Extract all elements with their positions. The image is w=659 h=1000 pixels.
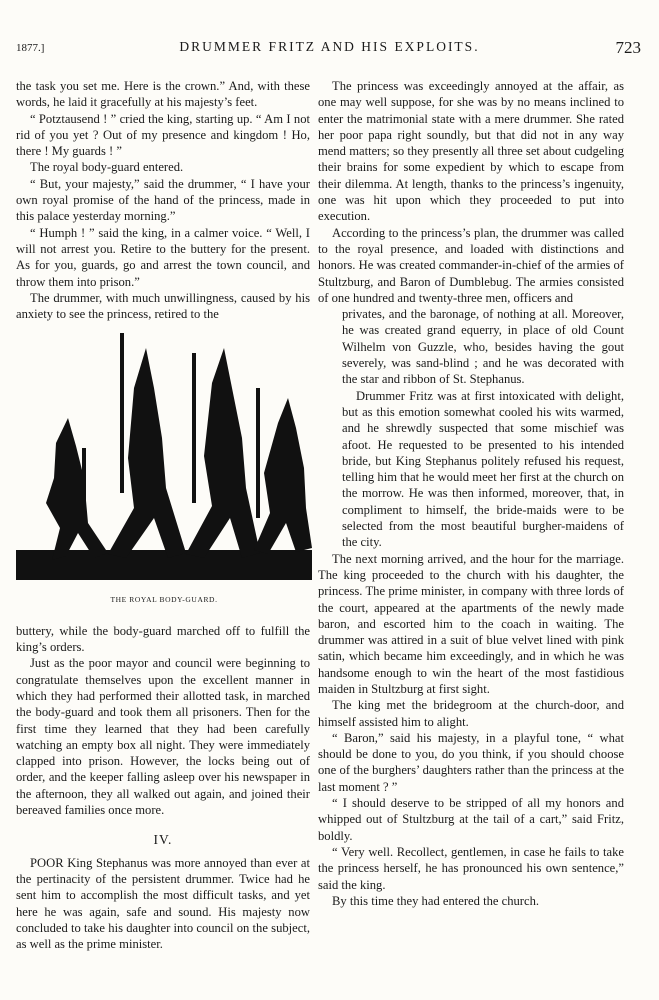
left-column: [16, 78, 310, 952]
figure-caption: THE ROYAL BODY-GUARD.: [110, 595, 218, 605]
paragraph: “ But, your majesty,” said the drummer, “ I have your own royal promise of the hand of the princess, made in this palace yesterday morning.”: [16, 176, 310, 224]
header-title: DRUMMER FRITZ AND HIS EXPLOITS.: [179, 39, 480, 54]
right-column: [318, 78, 624, 909]
musket-3: [192, 353, 196, 503]
paragraph: The drummer, with much unwillingness, caused by his anxiety to see the princess, retired to the: [16, 290, 310, 322]
guard-figure-2: [108, 348, 186, 558]
paragraph: “ Potztausend ! ” cried the king, starting up. “ Am I not rid of you yet ? Out of my presence and kingdom ! Ho, there ! My guards ! ”: [16, 111, 310, 159]
paragraph: According to the princess’s plan, the drummer was called to the royal presence, and loaded with distinctions and honors. He was created commander-in-chief of the armies of Stultzburg, and Baron of Dumblebug. The armies consisted of one hundred and twenty-three men, officers and: [318, 225, 624, 305]
paragraph: “ Humph ! ” said the king, in a calmer voice. “ Well, I will not arrest you. Retire to the buttery for the present. As for you, guards, go and arrest the town council, and throw them into prison.”: [16, 225, 310, 289]
paragraph: “ I should deserve to be stripped of all my honors and whipped out of Stultzburg at the tail of a cart,” said Fritz, boldly.: [318, 796, 624, 843]
musket-1: [82, 448, 86, 528]
running-header: [0, 38, 659, 58]
guard-figure-1: [46, 418, 108, 560]
paragraph: The princess was exceedingly annoyed at the affair, as one may well suppose, for she was by no means inclined to enter the matrimonial state with a mere drummer. She rated her poor papa right soundly, but that did not in any way mend matters; so they presently all three set about cudgeling their brains for some expedient by which to escape from their dilemma. At length, thanks to the princess’s ingenuity, one was hit upon which they proceeded to put into execution.: [318, 79, 624, 224]
guard-figure-3: [186, 348, 260, 558]
paragraph: the task you set me. Here is the crown.” And, with these words, he laid it gracefully at his majesty’s feet.: [16, 79, 310, 110]
paragraph: The king met the bridegroom at the church-door, and himself assisted him to alight.: [318, 698, 624, 729]
indented-block: [318, 306, 624, 550]
marching-guards-silhouette: [16, 328, 312, 590]
paragraph: privates, and the baronage, of nothing at all. Moreover, he was created grand equerry, in place of old Count Wilhelm von Guzzle, who, besides having the gout severely, was sand-blind ; and he was decorated with the star and ribbon of St. Stephanus.: [342, 307, 624, 387]
header-year: 1877.]: [16, 42, 45, 54]
paragraph: Just as the poor mayor and council were beginning to congratulate themselves upon the excellent manner in which they had performed their allotted task, in marched the body-guard and took them all prisoners. Then for the first time they learned that they had been carefully watching an empty box all night. They were immediately clapped into prison. However, the locks being out of order, and the keeper falling asleep over his newspaper in the afternoon, they all walked out again, and joined their bereaved families once more.: [16, 656, 310, 818]
musket-2: [120, 333, 124, 493]
guard-figure-4: [254, 398, 312, 554]
paragraph: buttery, while the body-guard marched off to fulfill the king’s orders.: [16, 623, 310, 655]
page-number: 723: [615, 38, 641, 57]
paragraph: The next morning arrived, and the hour for the marriage. The king proceeded to the church with his daughter, the princess. The prime minister, in company with three lords of the court, appeared at the apartments of the newly made baron, and escorted him to the coach in waiting. The drummer was attired in a suit of blue velvet lined with pink satin, which became him exceedingly, and in which he was handsome enough to win the heart of the most fastidious maiden in Stultzburg at first sight.: [318, 551, 624, 696]
paragraph: By this time they had entered the church.: [332, 893, 540, 908]
section-number: IV.: [153, 832, 173, 848]
body-guard-illustration: [16, 328, 312, 608]
paragraph: Drummer Fritz was at first intoxicated with delight, but as this emotion somewhat cooled his wits warmed, and he shrewdly suspected that some mischief was afoot. He requested to be presented to his intended bride, but King Stephanus politely refused his request, telling him that he would meet her first at the church on the morrow. He was then informed, moreover, that, in compliment to himself, the bride-maids were to be selected from the most beautiful burgher-maidens of the city.: [342, 388, 624, 550]
musket-4: [256, 388, 260, 518]
paragraph: The royal body-guard entered.: [30, 160, 184, 175]
paragraph: “ Very well. Recollect, gentlemen, in case he fails to take the princess herself, he has pronounced his own sentence,” said the king.: [318, 844, 624, 892]
paragraph: “ Baron,” said his majesty, in a playful tone, “ what should be done to you, do you think, if you should choose one of the burghers’ daughters rather than the princess at the last moment ? ”: [318, 730, 624, 794]
paragraph: POOR King Stephanus was more annoyed than ever at the pertinacity of the persistent drummer. Twice had he sent him to accomplish the most difficult tasks, and yet here he was again, safe and sound. His majesty now concluded to take his daughter into council on the subject, as well as the prime minister.: [16, 855, 310, 952]
